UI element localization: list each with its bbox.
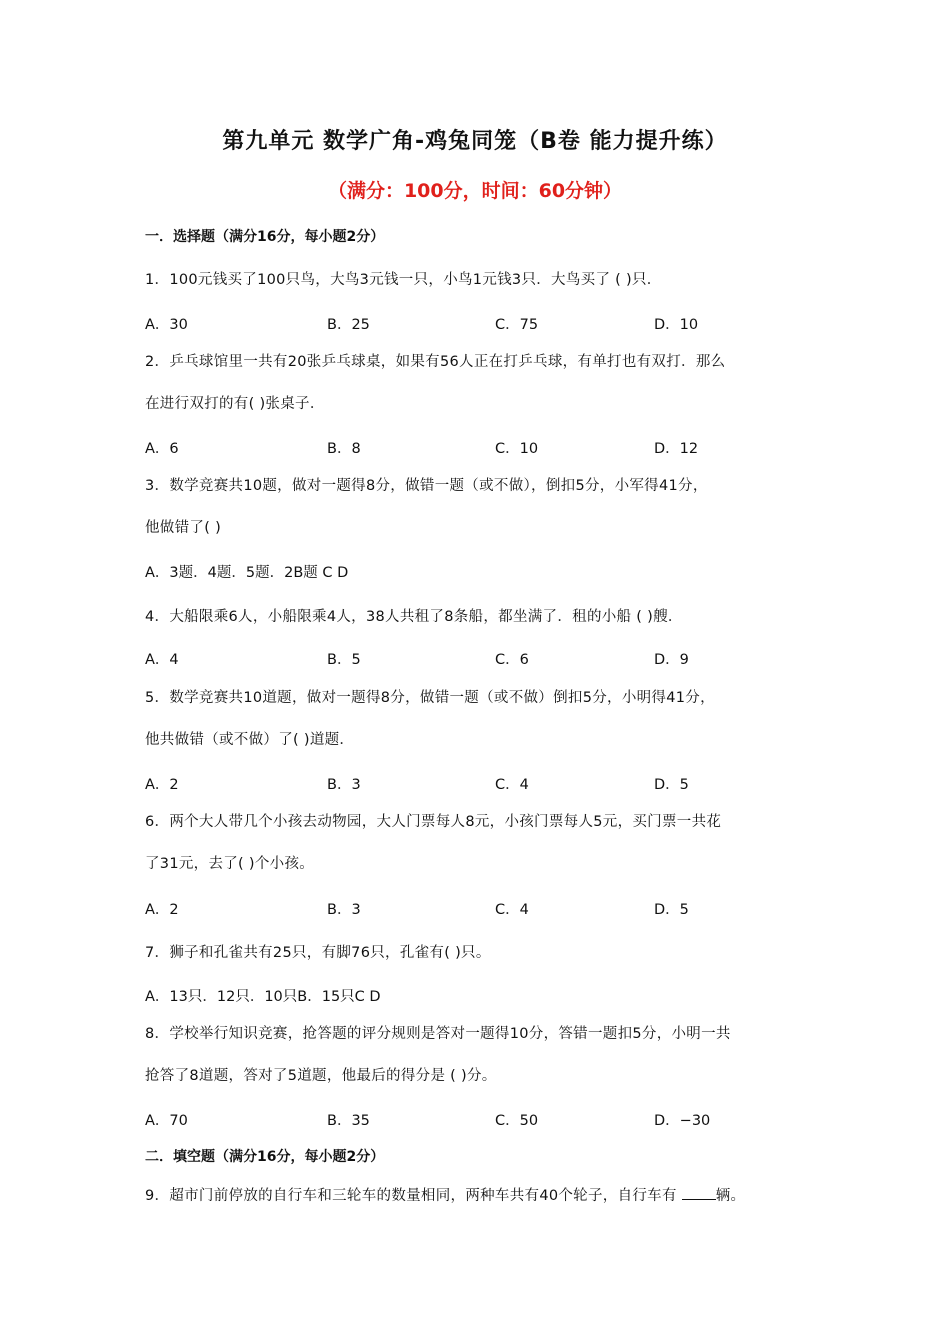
question-1-text: 1．100元钱买了100只鸟，大鸟3元钱一只，小鸟1元钱3只．大鸟买了 ( )只． [145,272,662,288]
section-heading-fill-blank: 二．填空题（满分16分，每小题2分） [145,1149,385,1165]
question-2-option-c: C．10 [495,441,539,457]
question-1-option-a: A．30 [145,317,188,333]
question-8-option-a: A．70 [145,1113,188,1129]
question-4-option-a: A．4 [145,652,179,668]
question-4-option-d: D．9 [654,652,689,668]
question-9-text-prefix: 9．超市门前停放的自行车和三轮车的数量相同，两种车共有40个轮子，自行车有 [145,1188,682,1204]
question-1-option-c: C．75 [495,317,539,333]
section-heading-choice: 一．选择题（满分16分，每小题2分） [145,229,385,245]
question-4-option-c: C．6 [495,652,529,668]
question-5-option-b: B．3 [327,777,361,793]
question-6-option-c: C．4 [495,902,529,918]
question-1-option-b: B．25 [327,317,370,333]
question-6-option-d: D．5 [654,902,689,918]
question-2-text-line2: 在进行双打的有( )张桌子． [145,396,325,412]
question-4-text: 4．大船限乘6人，小船限乘4人，38人共租了8条船，都坐满了．租的小船 ( )艘． [145,609,683,625]
question-2-option-b: B．8 [327,441,361,457]
question-6-option-a: A．2 [145,902,179,918]
question-3-options: A．3题．4题．5题．2B题 C D [145,565,349,581]
question-5-text-line2: 他共做错（或不做）了( )道题． [145,732,355,748]
question-8-text-line1: 8．学校举行知识竞赛，抢答题的评分规则是答对一题得10分，答错一题扣5分，小明一共 [145,1026,731,1042]
question-8-option-d: D．−30 [654,1113,711,1129]
question-1-option-d: D．10 [654,317,699,333]
question-8-option-c: C．50 [495,1113,539,1129]
question-6-text-line2: 了31元，去了( )个小孩。 [145,856,315,872]
question-2-option-d: D．12 [654,441,699,457]
question-9-text [145,1184,745,1205]
question-6-option-b: B．3 [327,902,361,918]
question-9-text-suffix: 辆。 [715,1188,746,1204]
question-5-option-d: D．5 [654,777,689,793]
page-subtitle: （满分：100分，时间：60分钟） [327,180,623,202]
question-5-text-line1: 5．数学竞赛共10道题，做对一题得8分，做错一题（或不做）倒扣5分，小明得41分， [145,690,715,706]
question-7-options: A．13只．12只．10只B．15只C D [145,989,381,1005]
page-title: 第九单元 数学广角-鸡兔同笼（B卷 能力提升练） [222,129,728,154]
question-8-text-line2: 抢答了8道题，答对了5道题，他最后的得分是 ( )分。 [145,1068,497,1084]
question-6-text-line1: 6．两个大人带几个小孩去动物园，大人门票每人8元，小孩门票每人5元，买门票一共花 [145,814,722,830]
question-8-option-b: B．35 [327,1113,370,1129]
question-2-option-a: A．6 [145,441,179,457]
question-7-text: 7．狮子和孔雀共有25只，有脚76只，孔雀有( )只。 [145,945,491,961]
question-9-answer-blank [682,1187,716,1200]
question-3-text-line2: 他做错了( ) [145,520,222,536]
question-2-text-line1: 2．乒乓球馆里一共有20张乒乓球桌，如果有56人正在打乒乓球，有单打也有双打．那么 [145,354,726,370]
question-4-option-b: B．5 [327,652,361,668]
question-5-option-a: A．2 [145,777,179,793]
question-5-option-c: C．4 [495,777,529,793]
question-3-text-line1: 3．数学竞赛共10题，做对一题得8分，做错一题（或不做），倒扣5分，小军得41分， [145,478,708,494]
